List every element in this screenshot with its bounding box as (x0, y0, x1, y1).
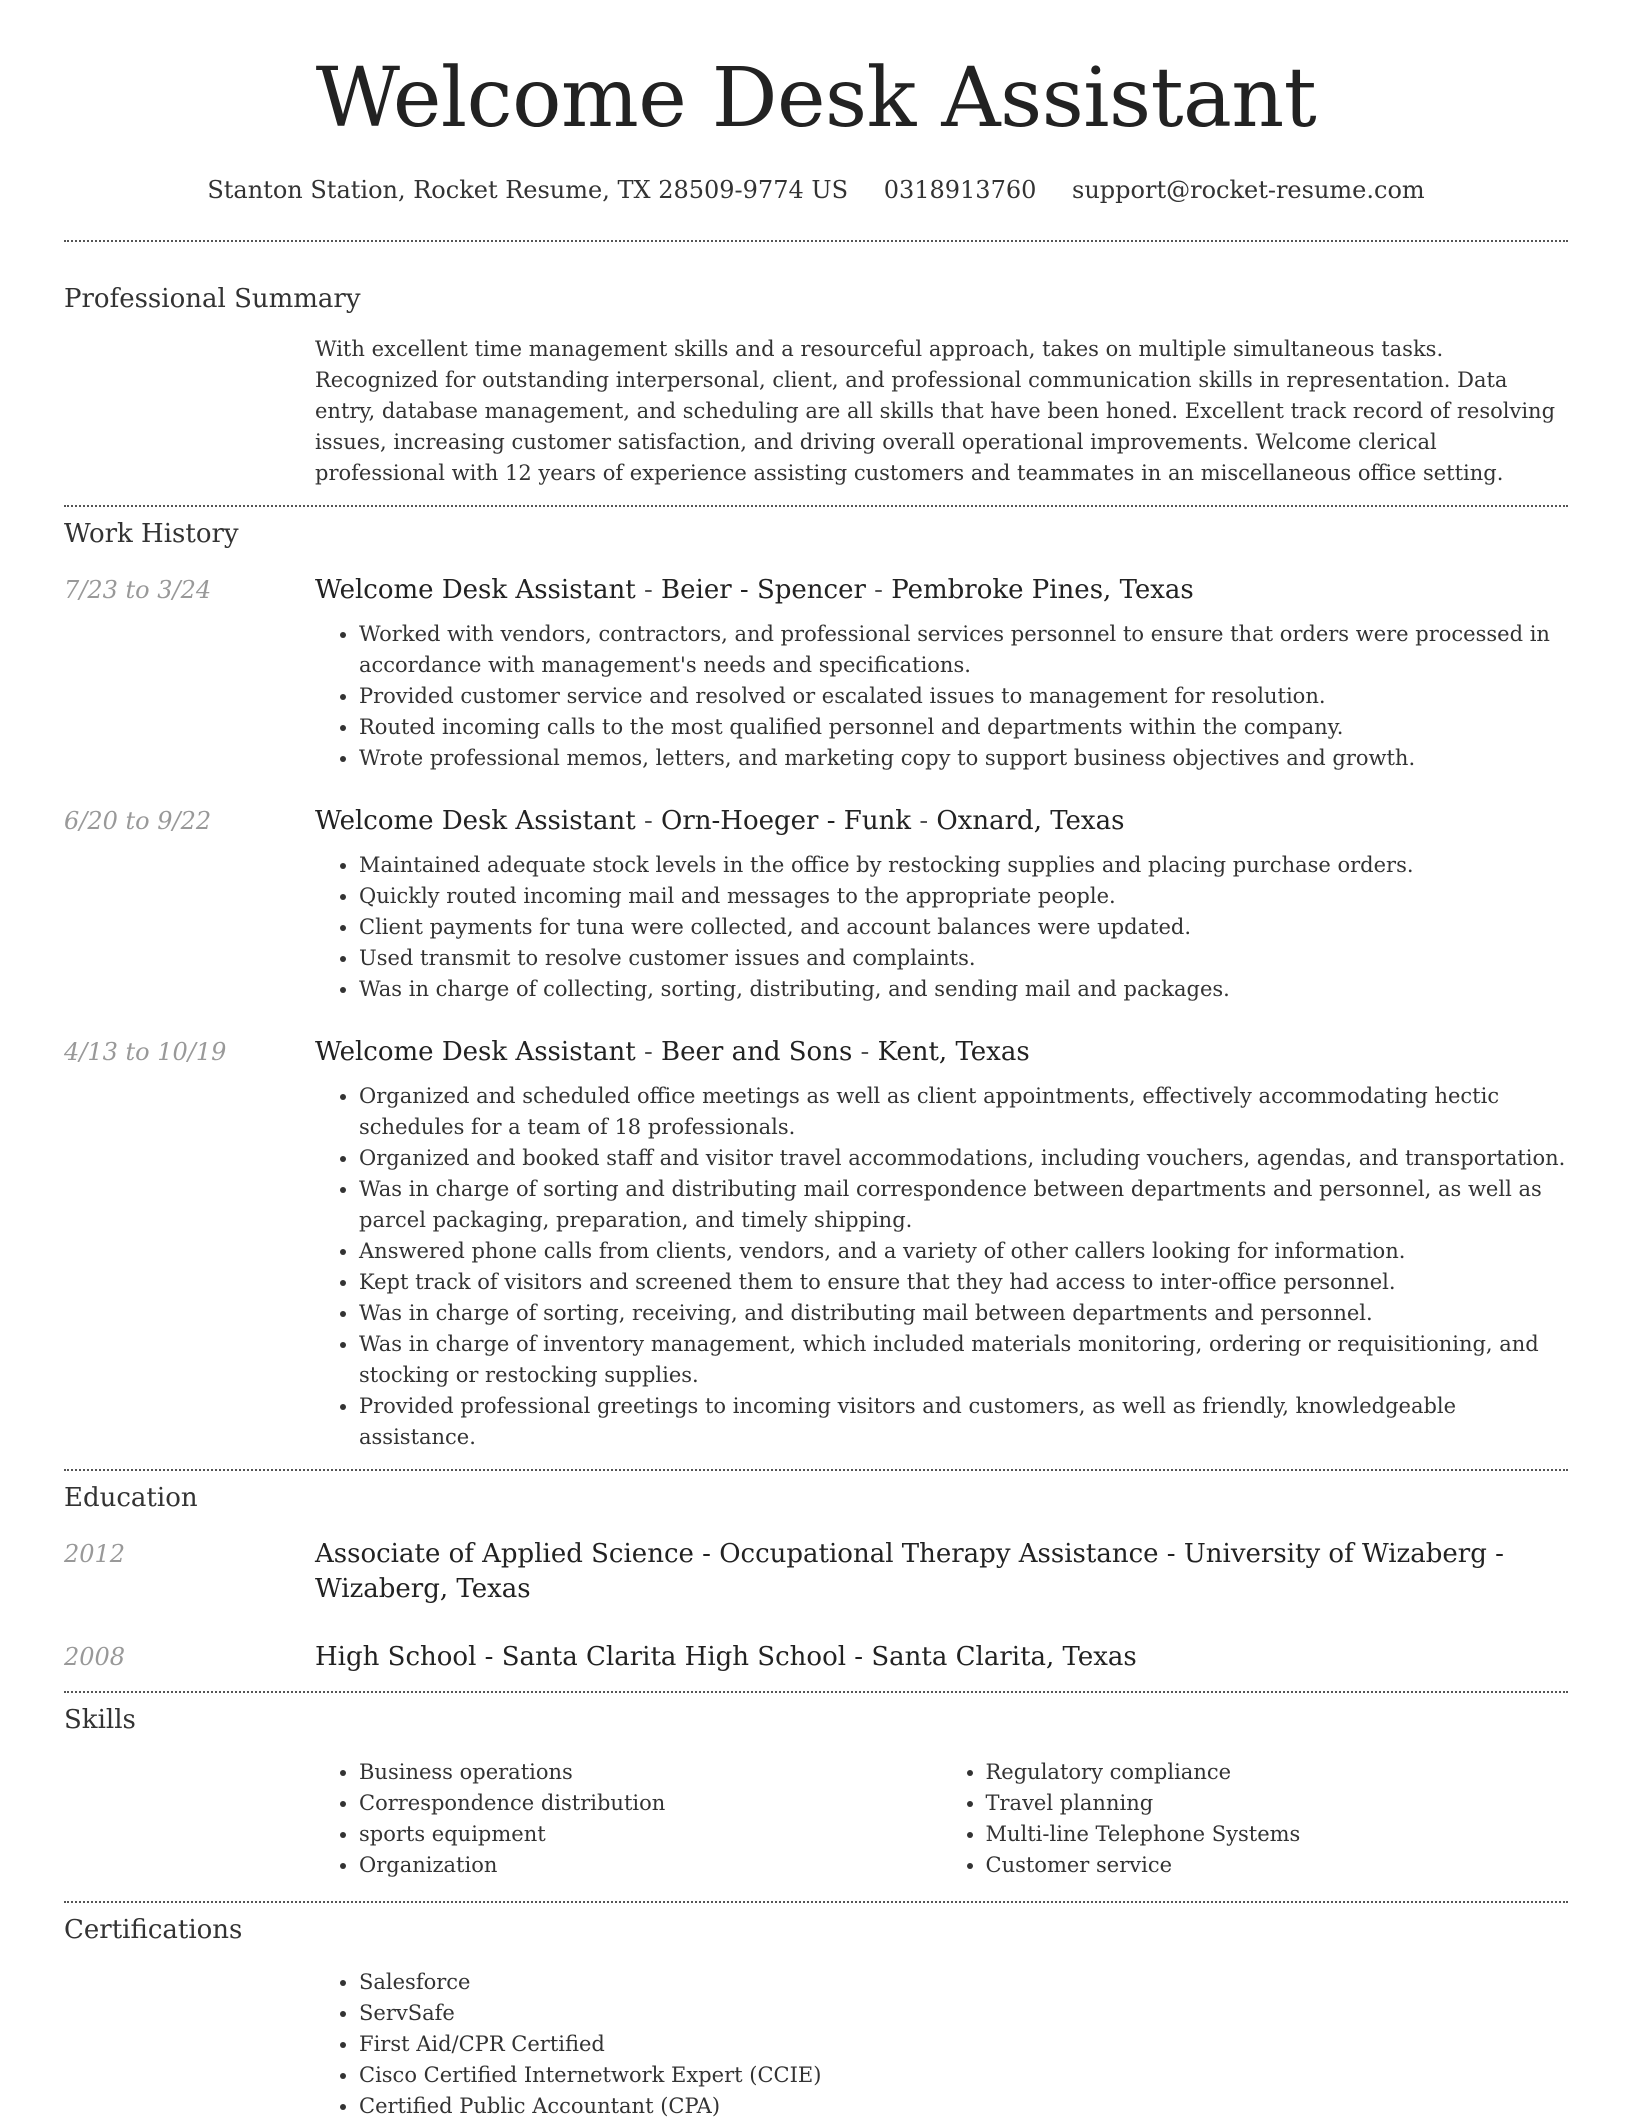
job-title: Welcome Desk Assistant - Beer and Sons - Kent, Texas (315, 1037, 1030, 1067)
list-item: • Answered phone calls from clients, vendors, and a variety of other callers looking for information. (359, 1236, 1568, 1267)
list-item: • Used transmit to resolve customer issues and complaints. (359, 943, 1568, 974)
list-item: • Provided professional greetings to incoming visitors and customers, as well as friendly, knowledgeable assistance. (359, 1391, 1568, 1453)
education-title: Associate of Applied Science - Occupational Therapy Assistance - University of Wizaberg - Wizaberg, Texas (315, 1539, 1504, 1604)
list-item: • Wrote professional memos, letters, and marketing copy to support business objectives and growth. (359, 743, 1568, 774)
divider (64, 1901, 1568, 1903)
summary-text: With excellent time management skills and a resourceful approach, takes on multiple simultaneous tasks. Recognized for outstanding interpersonal, client, and professional communication skills in representation. Data entry, database management, and scheduling are all skills that have been honed. Excellent track record of resolving issues, increasing customer satisfaction, and driving overall operational improvements. Welcome clerical professional with 12 years of experience assisting customers and teammates in an miscellaneous office setting. (315, 337, 1556, 485)
candidate-name: Welcome Desk Assistant (315, 51, 1317, 146)
list-item: • Kept track of visitors and screened them to ensure that they had access to inter-office personnel. (359, 1267, 1568, 1298)
job-bullets (315, 1081, 1568, 1453)
list-item: • Provided customer service and resolved or escalated issues to management for resolution. (359, 681, 1568, 712)
list-item: • Customer service (986, 1850, 1569, 1881)
list-item: • Was in charge of inventory management, which included materials monitoring, ordering or requisitioning, and stocking or restocking supplies. (359, 1329, 1568, 1391)
list-item: • Business operations (359, 1757, 942, 1788)
work-heading: Work History (64, 519, 239, 549)
skills-list (315, 1757, 942, 1881)
phone: 0318913760 (883, 176, 1037, 204)
list-item: • Routed incoming calls to the most qualified personnel and departments within the company. (359, 712, 1568, 743)
list-item: • Salesforce (359, 1967, 1568, 1998)
list-item: • Worked with vendors, contractors, and professional services personnel to ensure that orders were processed in accordance with management's needs and specifications. (359, 619, 1568, 681)
job-bullets (315, 619, 1568, 774)
skills-heading: Skills (64, 1705, 136, 1735)
education-entry (64, 1640, 1568, 1675)
summary-row (64, 334, 1568, 489)
list-item: • ServSafe (359, 1998, 1568, 2029)
list-item: • First Aid/CPR Certified (359, 2029, 1568, 2060)
job-bullets (315, 850, 1568, 1005)
email: support@rocket-resume.com (1072, 176, 1425, 204)
list-item: • Quickly routed incoming mail and messages to the appropriate people. (359, 881, 1568, 912)
list-item: • Cisco Certified Internetwork Expert (CCIE) (359, 2060, 1568, 2091)
summary-heading: Professional Summary (64, 284, 361, 314)
job-dates: 7/23 to 3/24 (64, 576, 212, 604)
skills-row (64, 1757, 1568, 1881)
certifications-heading: Certifications (64, 1915, 243, 1945)
education-year: 2012 (64, 1540, 126, 1568)
job-title: Welcome Desk Assistant - Beier - Spencer - Pembroke Pines, Texas (315, 575, 1194, 605)
list-item: • Client payments for tuna were collected, and account balances were updated. (359, 912, 1568, 943)
job-entry (64, 573, 1568, 774)
list-item: • Organization (359, 1850, 942, 1881)
education-entry (64, 1537, 1568, 1607)
education-year: 2008 (64, 1643, 126, 1671)
education-heading: Education (64, 1483, 198, 1513)
list-item: • Regulatory compliance (986, 1757, 1569, 1788)
list-item: • Certified Public Accountant (CPA) (359, 2091, 1568, 2122)
list-item: • Multi-line Telephone Systems (986, 1819, 1569, 1850)
contact-line (64, 176, 1568, 204)
list-item: • Was in charge of collecting, sorting, distributing, and sending mail and packages. (359, 974, 1568, 1005)
skills-list (942, 1757, 1569, 1881)
divider (64, 505, 1568, 507)
list-item: • Organized and booked staff and visitor travel accommodations, including vouchers, agendas, and transportation. (359, 1143, 1568, 1174)
job-dates: 4/13 to 10/19 (64, 1038, 227, 1066)
divider (64, 240, 1568, 242)
list-item: • sports equipment (359, 1819, 942, 1850)
list-item: • Correspondence distribution (359, 1788, 942, 1819)
address: Stanton Station, Rocket Resume, TX 28509-9774 US (207, 176, 849, 204)
education-title: High School - Santa Clarita High School - Santa Clarita, Texas (315, 1642, 1137, 1672)
resume-page (64, 0, 1568, 2122)
divider (64, 1469, 1568, 1471)
job-title: Welcome Desk Assistant - Orn-Hoeger - Funk - Oxnard, Texas (315, 806, 1125, 836)
certifications-list (315, 1967, 1568, 2122)
list-item: • Maintained adequate stock levels in the office by restocking supplies and placing purchase orders. (359, 850, 1568, 881)
job-entry (64, 804, 1568, 1005)
job-dates: 6/20 to 9/22 (64, 807, 212, 835)
list-item: • Was in charge of sorting, receiving, and distributing mail between departments and personnel. (359, 1298, 1568, 1329)
divider (64, 1691, 1568, 1693)
certifications-row (64, 1967, 1568, 2122)
list-item: • Organized and scheduled office meetings as well as client appointments, effectively accommodating hectic schedules for a team of 18 professionals. (359, 1081, 1568, 1143)
job-entry (64, 1035, 1568, 1453)
list-item: • Was in charge of sorting and distributing mail correspondence between departments and personnel, as well as parcel packaging, preparation, and timely shipping. (359, 1174, 1568, 1236)
list-item: • Travel planning (986, 1788, 1569, 1819)
